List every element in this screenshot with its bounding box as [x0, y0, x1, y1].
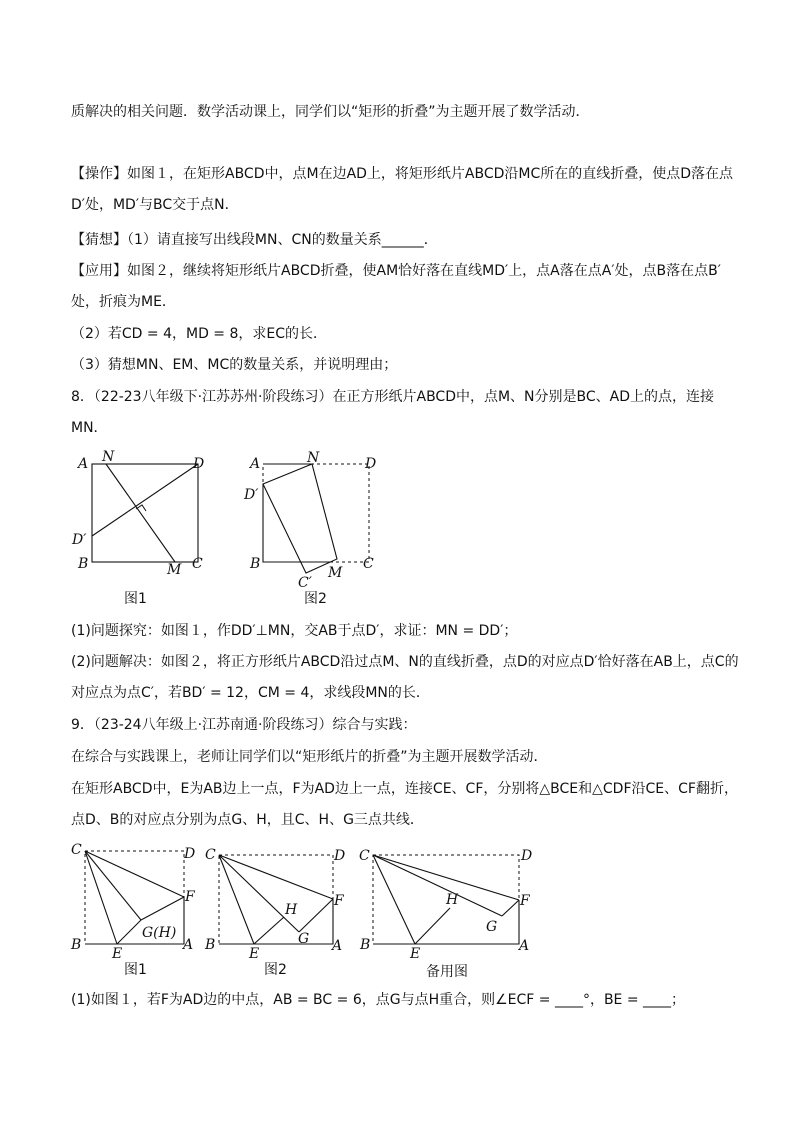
question-9-part-1: (1)如图１，若F为AD边的中点，AB = BC = 6，点G与点H重合，则∠ECF = ____°，BE = ____； — [71, 992, 686, 1008]
text-line-5: 【应用】如图２，继续将矩形纸片ABCD折叠，使AM恰好落在直线MD′上，点A落在点A′处，点B落在点B′ — [71, 263, 721, 279]
label-B: B — [71, 937, 82, 953]
label-E: E — [410, 946, 421, 962]
text-line-13: 对应点为点C′，若BD′ = 12，CM = 4，求线段MN的长． — [71, 685, 430, 701]
text-line-3: D′处，MD′与BC交于点N． — [71, 197, 239, 213]
label-F: F — [185, 889, 195, 905]
label-B: B — [78, 556, 89, 572]
text-line-1: 质解决的相关问题．数学活动课上，同学们以“矩形的折叠”为主题开展了数学活动． — [71, 104, 590, 120]
label-C-prime: C′ — [298, 575, 312, 591]
label-F: F — [334, 893, 344, 909]
question-8-header: 8．（22-23八年级下·江苏苏州·阶段练习）在正方形纸片ABCD中，点M、N分别是BC、AD上的点，连接 — [71, 389, 715, 405]
label-C: C — [359, 848, 370, 864]
label-E: E — [112, 946, 123, 962]
label-C: C — [205, 847, 216, 863]
label-M: M — [167, 562, 182, 578]
label-C: C — [363, 556, 374, 572]
label-N: N — [102, 449, 115, 465]
label-A: A — [250, 456, 261, 472]
label-D: D — [193, 456, 205, 472]
text-line-15: 在综合与实践课上，老师让同学们以“矩形纸片的折叠”为主题开展数学活动． — [71, 749, 548, 765]
figure-9-1 — [66, 838, 206, 984]
figure-9-backup — [356, 838, 542, 984]
label-D: D — [521, 848, 533, 864]
text-line-8: （3）猜想MN、EM、MC的数量关系，并说明理由； — [71, 357, 398, 373]
label-M: M — [328, 565, 343, 581]
caption-backup: 备用图 — [426, 964, 468, 980]
text-line-6: 处，折痕为ME． — [71, 294, 176, 310]
caption-fig-1: 图1 — [124, 591, 147, 607]
label-B: B — [360, 937, 371, 953]
label-A: A — [519, 938, 530, 954]
label-E: E — [249, 946, 260, 962]
label-D-prime: D′ — [244, 487, 259, 503]
label-A: A — [183, 937, 194, 953]
figure-8-2 — [236, 448, 386, 610]
label-G: G — [486, 919, 498, 935]
label-C: C — [71, 842, 82, 858]
label-N: N — [307, 450, 320, 466]
figure-8-1 — [66, 448, 216, 610]
label-A: A — [332, 938, 343, 954]
text-line-2: 【操作】如图１，在矩形ABCD中，点M在边AD上，将矩形纸片ABCD沿MC所在的直线折叠，使点D落在点 — [71, 166, 734, 182]
label-G: G — [298, 931, 310, 947]
label-H: H — [285, 902, 298, 918]
caption-fig-2: 图2 — [304, 591, 327, 607]
label-B: B — [250, 556, 261, 572]
label-C: C — [192, 556, 203, 572]
text-line-17: 点D、B的对应点分别为点G、H，且C、H、G三点共线． — [71, 812, 424, 828]
label-F: F — [520, 893, 530, 909]
label-B: B — [205, 937, 216, 953]
question-8-part-2: (2)问题解决：如图２，将正方形纸片ABCD沿过点M、N的直线折叠，点D的对应点D′恰好落在AB上，点C的 — [71, 654, 739, 670]
text-line-7: （2）若CD = 4，MD = 8，求EC的长． — [71, 326, 328, 342]
figure-9-2 — [202, 838, 352, 984]
label-H: H — [446, 892, 459, 908]
question-8-part-1: (1)问题探究：如图１，作DD′⊥MN，交AB于点D′，求证：MN = DD′； — [71, 623, 518, 639]
caption-fig-2: 图2 — [264, 962, 287, 978]
caption-fig-1: 图1 — [124, 962, 147, 978]
text-line-4: 【猜想】（1）请直接写出线段MN、CN的数量关系______． — [71, 232, 438, 248]
label-G-H: G(H) — [142, 925, 177, 941]
label-D: D — [365, 456, 377, 472]
text-line-10: MN． — [71, 420, 108, 436]
label-A: A — [78, 456, 89, 472]
question-9-header: 9．（23-24八年级上·江苏南通·阶段练习）综合与实践： — [71, 717, 417, 733]
label-D-prime: D′ — [72, 532, 87, 548]
label-D: D — [334, 848, 346, 864]
label-D: D — [184, 846, 196, 862]
text-line-16: 在矩形ABCD中，E为AB边上一点，F为AD边上一点，连接CE、CF，分别将△BCE和△CDF沿CE、CF翻折， — [71, 781, 738, 797]
